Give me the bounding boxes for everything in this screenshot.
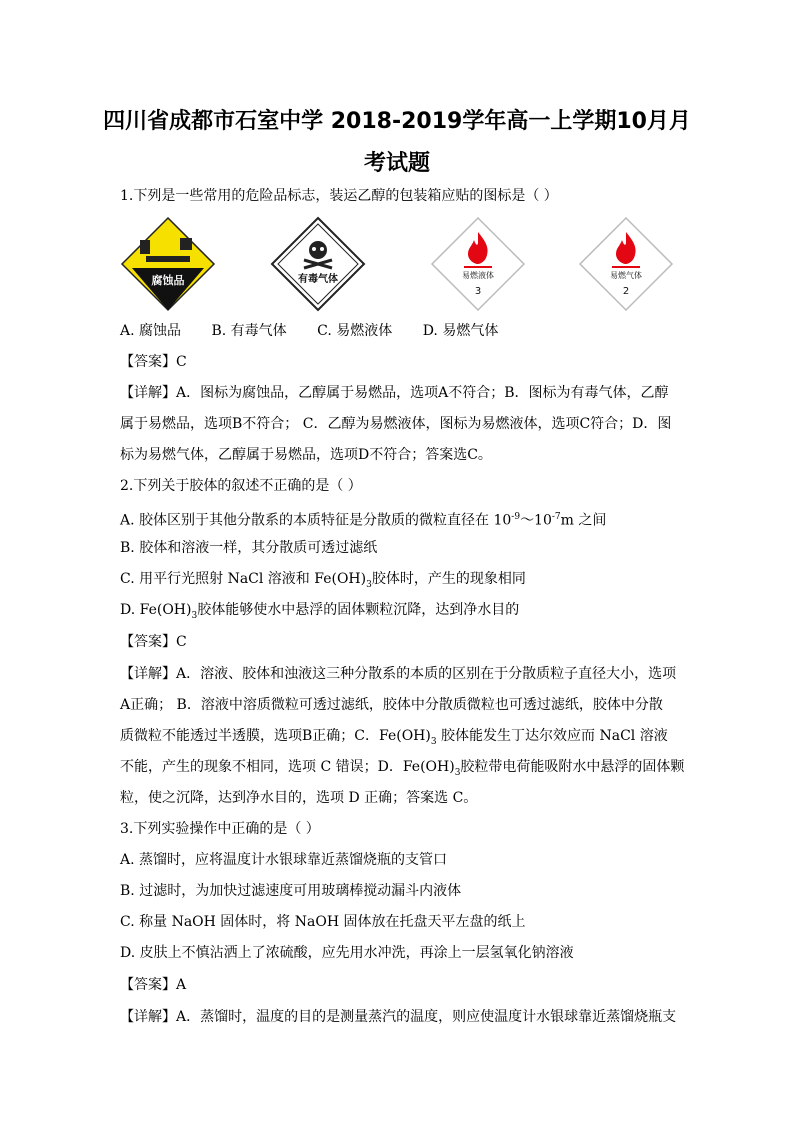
flammable-gas-sign-icon [578,216,674,312]
question-3-option-a: A. 蒸馏时，应将温度计水银球靠近蒸馏烧瓶的支管口 [120,852,448,868]
flammable-liquid-sign-label: 易燃液体 [462,271,494,280]
question-2-detail-line-5: 粒，使之沉降，达到净水目的，选项 D 正确；答案选 C。 [120,790,478,806]
question-1-stem: 1.下列是一些常用的危险品标志，装运乙醇的包装箱应贴的图标是（ ） [120,188,558,204]
flammable-gas-sign-label: 易燃气体 [610,271,642,280]
question-1-option-b: B. 有毒气体 [211,323,287,339]
corrosive-sign-icon [120,216,216,312]
toxic-gas-sign-icon [270,216,366,312]
question-1-detail-line-3: 标为易燃气体，乙醇属于易燃品，选项D不符合；答案选C。 [120,447,492,463]
question-2-detail-line-4: 不能，产生的现象不相同，选项 C 错误；D．$Fe(OH)_3$胶粒带电荷能吸附水中悬浮的固体颗 [120,759,685,778]
question-3-stem: 3.下列实验操作中正确的是（ ） [120,821,320,837]
question-3-option-b: B. 过滤时，为加快过滤速度可用玻璃棒搅动漏斗内液体 [120,883,462,899]
question-3-option-c: C. 称量 NaOH 固体时，将 NaOH 固体放在托盘天平左盘的纸上 [120,914,526,930]
question-2-option-a: A. 胶体区别于其他分散系的本质特征是分散质的微粒直径在 $10^{-9}\sim 10^{-7}m$ 之间 [120,512,607,529]
flammable-liquid-sign-icon [430,216,526,312]
question-2-detail-line-3: 质微粒不能透过半透膜，选项B正确；C．$Fe(OH)_3$ 胶体能发生丁达尔效应而 NaCl 溶液 [120,728,668,747]
question-1-option-a: A. 腐蚀品 [120,323,182,339]
page-title-line-1: 四川省成都市石室中学 2018-2019学年高一上学期10月月 [103,109,691,134]
question-2-option-d: D. $Fe(OH)_3$胶体能够使水中悬浮的固体颗粒沉降，达到净水目的 [120,602,520,621]
flammable-liquid-class-number: 3 [474,286,482,297]
question-3-option-d: D. 皮肤上不慎沾洒上了浓硫酸，应先用水冲洗，再涂上一层氢氧化钠溶液 [120,945,574,961]
question-2-answer: 【答案】C [120,634,187,650]
question-2-detail-line-1: 【详解】A．溶液、胶体和浊液这三种分散系的本质的区别在于分散质粒子直径大小，选项 [120,666,677,682]
question-1-detail-line-2: 属于易燃品，选项B不符合； C．乙醇为易燃液体，图标为易燃液体，选项C符合；D．图 [120,416,672,432]
toxic-gas-sign-label: 有毒气体 [298,274,338,285]
page-title-line-2: 考试题 [363,151,430,176]
question-2-option-b: B. 胶体和溶液一样，其分散质可透过滤纸 [120,540,378,556]
corrosive-sign-label: 腐蚀品 [151,274,185,287]
question-2-option-c: C. 用平行光照射 NaCl 溶液和 $Fe(OH)_3$胶体时，产生的现象相同 [120,571,526,590]
question-1-detail-line-1: 【详解】A．图标为腐蚀品，乙醇属于易燃品，选项A不符合；B．图标为有毒气体，乙醇 [120,385,669,401]
question-1-options [120,320,524,340]
question-3-answer: 【答案】A [120,977,187,993]
question-1-option-d: D. 易燃气体 [422,323,499,339]
question-1-answer: 【答案】C [120,354,187,370]
flammable-gas-class-number: 2 [622,286,630,297]
hazard-signs-row [118,216,678,312]
question-1-option-c: C. 易燃液体 [317,323,393,339]
question-3-detail-line-1: 【详解】A．蒸馏时，温度的目的是测量蒸汽的温度，则应使温度计水银球靠近蒸馏烧瓶支 [120,1009,677,1025]
question-2-stem: 2.下列关于胶体的叙述不正确的是（ ） [120,478,362,494]
question-2-detail-line-2: A正确； B．溶液中溶质微粒可透过滤纸，胶体中分散质微粒也可透过滤纸，胶体中分散 [120,697,663,713]
